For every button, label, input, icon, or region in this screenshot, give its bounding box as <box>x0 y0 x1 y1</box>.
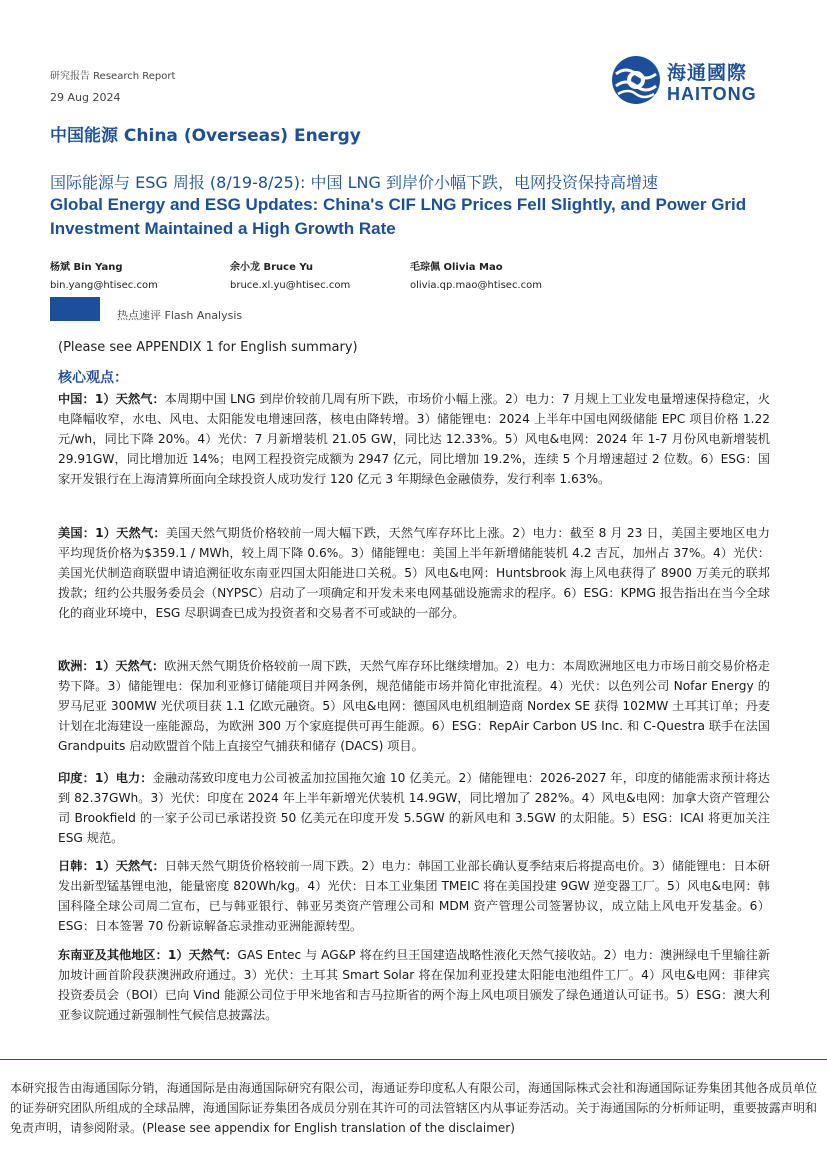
sector-title: 中国能源 China (Overseas) Energy <box>50 126 361 146</box>
key-points-title: 核心观点： <box>58 370 128 386</box>
section-text: 本周期中国 LNG 到岸价较前几周有所下跌，市场价小幅上涨。2）电力：7 月规上工业发电量增速保持稳定，火电降幅收窄，水电、风电、太阳能发电增速回落，核电由降转增。3）储能锂电：2024 上半年中国电网级储能 EPC 项目价格 1.22 元/wh，同比下降 20%。4）光伏：7 月新增装机 21.05 GW，同比达 12.33%。5）风电&电网：2024 年 1-7 月份风电新增装机 29.91GW，同比增加近 14%；电网工程投资完成额为 2947 亿元，同比增加 19.2%，连续 5 个月增速超过 2 位数。6）ESG：国家开发银行在上海清算所面向全球投资人成功发行 120 亿元 3 年期绿色金融债券，发行利率 1.63%。 <box>58 392 771 486</box>
section-europe <box>58 657 770 757</box>
section-label: 印度：1）电力： <box>58 771 153 785</box>
analyst-email[interactable]: olivia.qp.mao@htisec.com <box>410 280 542 291</box>
flash-analysis-bar <box>50 297 100 321</box>
report-type: 研究报告 Research Report <box>50 71 176 82</box>
haitong-logo-icon <box>610 54 662 106</box>
section-japan-korea <box>58 857 770 937</box>
section-text: 美国天然气期货价格较前一周大幅下跌，天然气库存环比上涨。2）电力：截至 8 月 23 日，美国主要地区电力平均现货价格为$359.1 / MWh，较上周下降 0.6%。3）储能锂电：美国上半年新增储能装机 4.2 吉瓦，加州占 37%。4）光伏：美国光伏制造商联盟申请追溯征收东南亚四国太阳能进口关税。5）风电&电网：Huntsbrook 海上风电获得了 8900 万美元的联邦拨款；纽约公共服务委员会（NYPSC）启动了一项确定和开发未来电网基础设施需求的程序。6）ESG：KPMG 报告指出在当今全球化的商业环境中，ESG 尽职调查已成为投资者和交易者不可或缺的一部分。 <box>58 526 770 620</box>
section-india <box>58 769 770 849</box>
section-label: 美国：1）天然气： <box>58 526 166 540</box>
section-text: 日韩天然气期货价格较前一周下跌。2）电力：韩国工业部长确认夏季结束后将提高电价。3）储能锂电：日本研发出新型锰基锂电池，能量密度 820Wh/kg。4）光伏：日本工业集团 TMEIC 将在美国投建 9GW 逆变器工厂。5）风电&电网：韩国科隆全球公司周二宣布，已与韩亚银行、韩亚另类资产管理公司和 MDM 资产管理公司签署协议，成立陆上风电开发基金。6）ESG：日本签署 70 份新谅解备忘录推动亚洲能源转型。 <box>58 859 770 933</box>
report-date: 29 Aug 2024 <box>50 91 121 104</box>
analyst-name: 毛琮佩 Olivia Mao <box>410 262 503 273</box>
disclaimer-footer: 本研究报告由海通国际分销，海通国际是由海通国际研究有限公司，海通证券印度私人有限公司，海通国际株式会社和海通国际证券集团其他各成员单位的证券研究团队所组成的全球品牌，海通国际证券集团各成员分别在其许可的司法管辖区内从事证券活动。关于海通国际的分析师证明，重要披露声明和免责声明，请参阅附录。(Please see appendix for English translation of the disclaimer) <box>10 1081 817 1135</box>
section-label: 中国：1）天然气： <box>58 392 165 406</box>
analyst-name: 杨斌 Bin Yang <box>50 262 123 273</box>
haitong-logo <box>610 54 770 106</box>
section-label: 欧洲：1）天然气： <box>58 659 165 673</box>
section-china <box>58 390 770 490</box>
footer-divider <box>0 1059 827 1060</box>
analyst-email[interactable]: bruce.xl.yu@htisec.com <box>230 280 351 291</box>
report-title-cn: 国际能源与 ESG 周报 (8/19-8/25): 中国 LNG 到岸价小幅下跌，电网投资保持高增速 <box>50 173 658 192</box>
section-label: 东南亚及其他地区：1）天然气： <box>58 948 238 962</box>
section-label: 日韩：1）天然气： <box>58 859 165 873</box>
section-text: GAS Entec 与 AG&P 将在约旦王国建造战略性液化天然气接收站。2）电力：澳洲绿电千里输往新加坡计画首阶段获澳洲政府通过。3）光伏：土耳其 Smart Solar 将在保加利亚投建太阳能电池组件工厂。4）风电&电网：菲律宾投资委员会（BOI）已向 Vind 能源公司位于甲米地省和吉马拉斯省的两个海上风电项目颁发了绿色通道认可证书。5）ESG：澳大利亚参议院通过新强制性气候信息披露法。 <box>58 948 771 1022</box>
logo-cn: 海通國際 <box>667 62 748 84</box>
analyst-email[interactable]: bin.yang@htisec.com <box>50 280 158 291</box>
flash-analysis-label: 热点速评 Flash Analysis <box>117 309 243 322</box>
section-usa <box>58 524 770 624</box>
section-text: 欧洲天然气期货价格较前一周下跌，天然气库存环比继续增加。2）电力：本周欧洲地区电力市场日前交易价格走势下降。3）储能锂电：保加利亚修订储能项目并网条例，规范储能市场并简化审批流程。4）光伏：以色列公司 Nofar Energy 的罗马尼亚 300MW 光伏项目获 1.1 亿欧元融资。5）风电&电网：德国风电机组制造商 Nordex SE 获得 102MW 土耳其订单；丹麦计划在北海建设一座能源岛，为欧洲 300 万个家庭提供可再生能源。6）ESG：RepAir Carbon US Inc. 和 C-Questra 联手在法国 Grandpuits 启动欧盟首个陆上直接空气捕获和储存 (DACS) 项目。 <box>58 659 770 753</box>
section-text: 金融动荡致印度电力公司被孟加拉国拖欠逾 10 亿美元。2）储能锂电：2026-2027 年，印度的储能需求预计将达到 82.37GWh。3）光伏：印度在 2024 年上半年新增光伏装机 14.9GW，同比增加了 282%。4）风电&电网：加拿大资产管理公司 Brookfield 的一家子公司已承诺投资 50 亿美元在印度开发 5.5GW 的新风电和 3.5GW 的太阳能。5）ESG：ICAI 将更加关注 ESG 规范。 <box>58 771 770 845</box>
logo-en: HAITONG <box>667 84 757 104</box>
appendix-note: (Please see APPENDIX 1 for English summary) <box>58 340 358 355</box>
analyst-name: 余小龙 Bruce Yu <box>230 262 313 273</box>
section-southeast-asia <box>58 946 770 1026</box>
report-title-en: Global Energy and ESG Updates: China's CIF LNG Prices Fell Slightly, and Power Grid Investment Maintained a High Growth Rate <box>50 195 747 238</box>
